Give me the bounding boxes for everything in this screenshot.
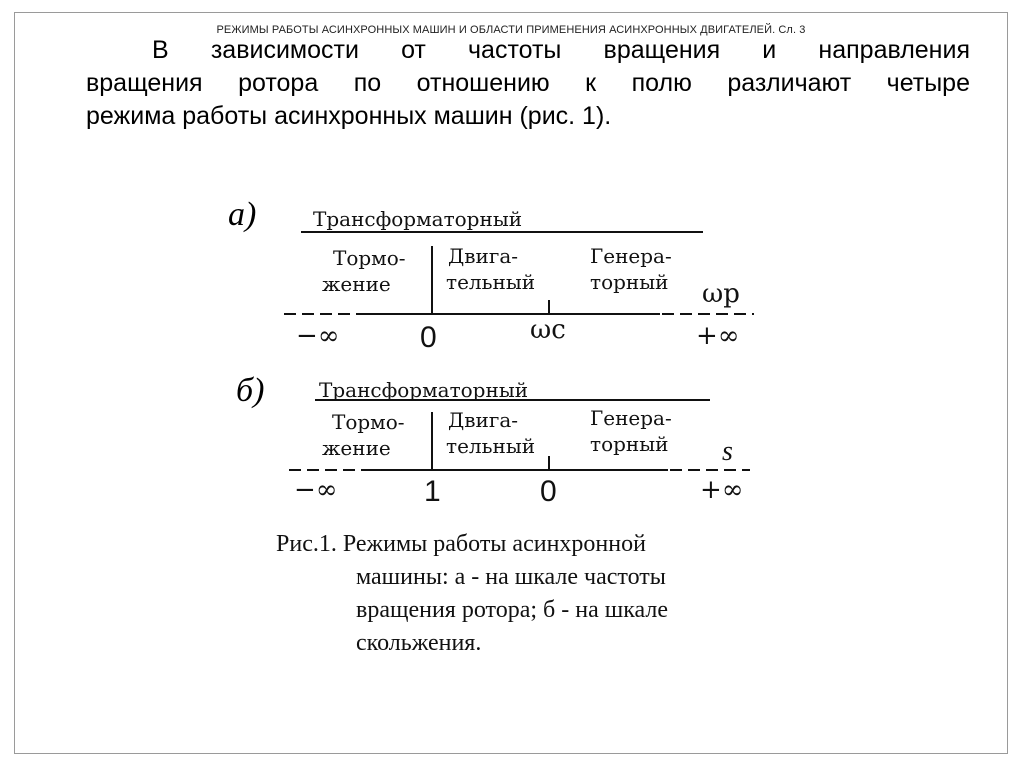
intro-line: вращения ротора по отношению к полю различают четыре — [86, 69, 970, 97]
omega-c-a: ωс — [530, 315, 566, 345]
zero-b: 0 — [540, 475, 557, 508]
caption-line: машины: а - на шкале частоты — [356, 564, 666, 590]
transformer-label-b: Трансформаторный — [319, 378, 529, 402]
plus-infinity-b: +∞ — [700, 475, 744, 505]
panel-b-letter: б) — [236, 372, 265, 409]
intro-line: режима работы асинхронных машин (рис. 1). — [86, 102, 612, 130]
caption-line: скольжения. — [356, 630, 482, 656]
generator-label-b-2: торный — [590, 432, 669, 456]
figure-caption — [276, 528, 756, 660]
slide-header: РЕЖИМЫ РАБОТЫ АСИНХРОННЫХ МАШИН И ОБЛАСТИ ПРИМЕНЕНИЯ АСИНХРОННЫХ ДВИГАТЕЛЕЙ. Сл. 3 — [216, 24, 806, 36]
minus-infinity-b: −∞ — [294, 475, 338, 505]
motor-label-a-1: Двига- — [448, 244, 519, 268]
minus-infinity-a: −∞ — [296, 321, 340, 351]
panel-a-letter: а) — [228, 196, 257, 233]
intro-line: В зависимости от частоты вращения и направления — [152, 36, 970, 64]
motor-label-a-2: тельный — [446, 270, 536, 294]
one-b: 1 — [424, 475, 441, 508]
zero-a: 0 — [420, 321, 437, 354]
braking-label-a-2: жение — [322, 272, 391, 296]
generator-label-a-1: Генера- — [590, 244, 672, 268]
braking-label-b-2: жение — [322, 436, 391, 460]
transformer-label-a: Трансформаторный — [313, 207, 523, 231]
motor-label-b-1: Двига- — [448, 408, 519, 432]
generator-label-b-1: Генера- — [590, 406, 672, 430]
axis-label-omega-r: ωр — [702, 279, 740, 309]
caption-line: вращения ротора; б - на шкале — [356, 597, 668, 623]
plus-infinity-a: +∞ — [696, 321, 740, 351]
motor-label-b-2: тельный — [446, 434, 536, 458]
caption-line: Рис.1. Режимы работы асинхронной — [276, 531, 646, 557]
axis-label-s: s — [722, 436, 733, 467]
braking-label-b-1: Тормо- — [332, 410, 405, 434]
braking-label-a-1: Тормо- — [333, 246, 406, 270]
generator-label-a-2: торный — [590, 270, 669, 294]
